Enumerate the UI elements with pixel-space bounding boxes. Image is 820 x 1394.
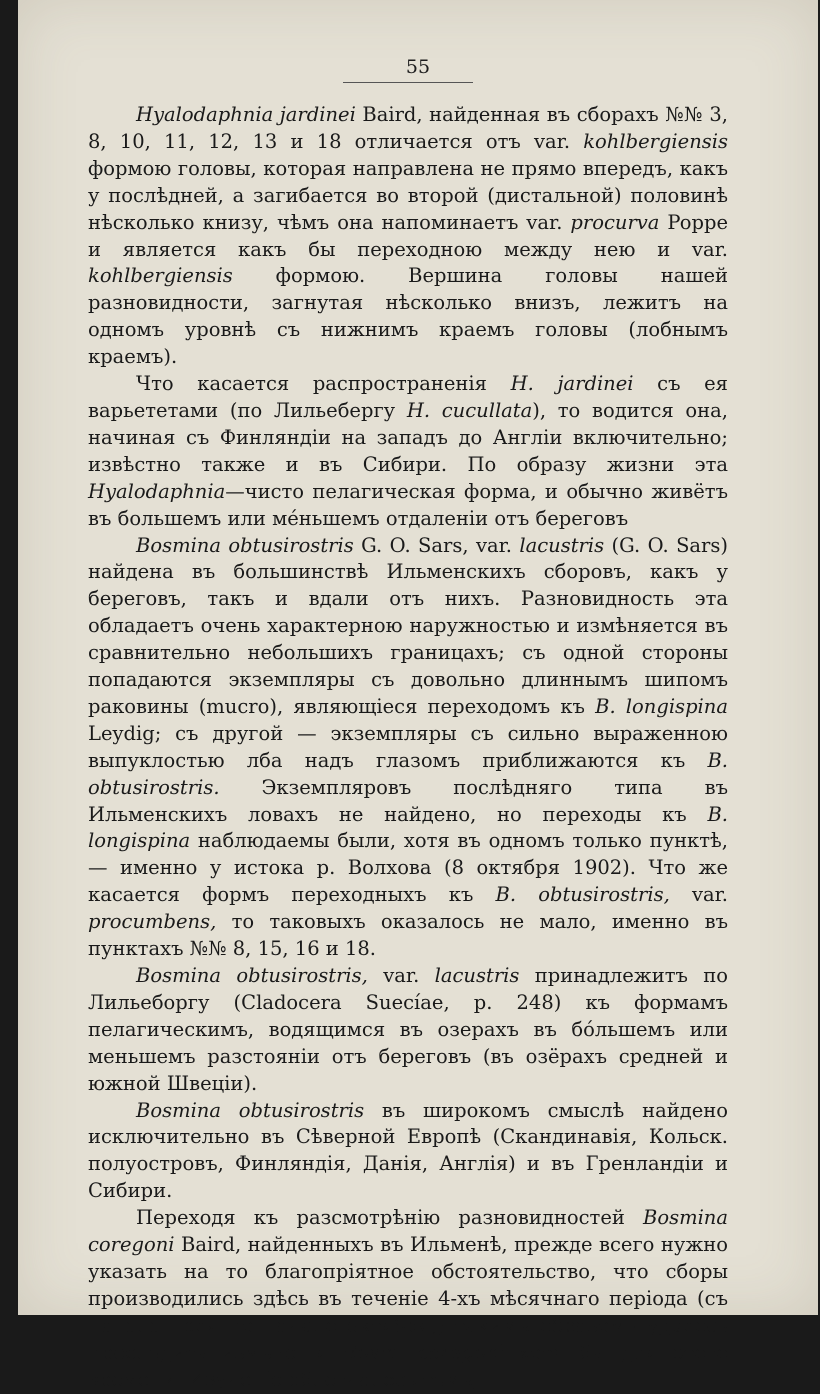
- text-run: Переходя къ разсмотрѣнію разновидностей: [136, 1206, 643, 1230]
- text-run: var.: [669, 883, 728, 907]
- book-page: [18, 0, 818, 1391]
- text-run: ), то водится она, начиная съ Финляндіи на западъ до Англіи включительно; извѣстно также и въ Сибири. По образу жизни эта: [88, 398, 728, 476]
- species-name: Hyalodaphnia jardinei: [136, 103, 356, 126]
- species-name: lacustris: [434, 964, 520, 987]
- species-name: Bosmina obtusirostris,: [136, 964, 368, 987]
- text-run: наблюдаемы были, хотя въ одномъ только пунктѣ, — именно у истока р. Волхова (8 октября 1902). Что же касается формъ переходныхъ къ: [88, 829, 728, 907]
- paragraph: [88, 963, 728, 1098]
- text-run: Экземпляровъ послѣдняго типа въ Ильменскихъ ловахъ не найдено, но переходы къ: [88, 775, 728, 826]
- paragraph: [88, 371, 728, 532]
- species-name: B. longispina: [88, 802, 728, 853]
- species-name: H. cucullata: [406, 398, 533, 422]
- species-name: Bosmina obtusirostris: [136, 533, 354, 557]
- species-name: Bosmina obtusirostris: [136, 1098, 365, 1122]
- text-run: Baird, найденныхъ въ Ильменѣ, прежде всего нужно указать на то благопріятное обстоятельство, что сборы производились здѣсь въ теченіе 4-хъ мѣсячнаго періода (съ начала іюля по начало октября); такимъ образомъ удалось прослѣдить измѣненія: [88, 1233, 728, 1364]
- text-run: въ широкомъ смыслѣ найдено исключительно въ Сѣверной Европѣ (Скандинавія, Кольск. полуостровъ, Финляндія, Данія, Англія) и въ Гренландіи и Сибири.: [88, 1098, 728, 1203]
- species-name: Bosmina coregoni: [88, 1206, 728, 1257]
- page-number-rule: [343, 82, 473, 83]
- text-run: съ ея варьететами (по Лильебергу: [88, 372, 728, 422]
- species-name: B. obtusirostris,: [495, 883, 670, 907]
- text-run: хотя бы для этого времени. Изученіе облегчалось тѣмъ,: [88, 1340, 728, 1391]
- text-run: (G. O. Sars) найдена въ большинствѣ Ильменскихъ сборовъ, какъ у береговъ, такъ и вдали отъ нихъ. Разновидность эта обладаетъ очень характерною наружностью и измѣняется въ сравнительно небольшихъ границахъ; съ одной стороны попадаются экземпляры съ довольно длиннымъ шипомъ раковины (mucro), являющіеся переходомъ къ: [88, 533, 728, 718]
- paragraph: [88, 1098, 728, 1206]
- species-name: Bosm. coregoni: [342, 1340, 505, 1364]
- species-name: kohlbergiensis: [583, 129, 728, 153]
- species-name: Hyalodaphnia: [88, 479, 226, 503]
- species-name: B. longispina: [595, 694, 728, 718]
- text-run: Leydig; съ другой — экземпляры съ сильно выраженною выпуклостью лба надъ глазомъ приближаются къ: [88, 721, 728, 772]
- species-name: procurva: [570, 210, 660, 234]
- text-run: то таковыхъ оказалось не мало, именно въ пунктахъ №№ 8, 15, 16 и 18.: [88, 910, 728, 961]
- text-run: var.: [367, 964, 435, 987]
- text-run: формою головы, которая направлена не прямо впередъ, какъ у послѣдней, а загибается во второй (дистальной) половинѣ нѣсколько книзу, чѣмъ она напоминаетъ var.: [88, 156, 728, 234]
- page-number: 55: [405, 56, 431, 78]
- text-run: Baird, найденная въ сборахъ №№ 3, 8, 10, 11, 12, 13 и 18 отличается отъ var.: [88, 103, 728, 153]
- text-run: Что касается распространенія: [136, 372, 511, 396]
- text-run: формою. Вершина головы нашей разновидности, загнутая нѣсколько внизъ, лежитъ на одномъ уровнѣ съ нижнимъ краемъ головы (лобнымъ краемъ).: [88, 264, 728, 369]
- paragraph: [88, 1205, 728, 1393]
- species-name: kohlbergiensis: [88, 264, 233, 288]
- paragraph: [88, 102, 728, 371]
- species-name: lacustris: [519, 533, 605, 557]
- species-name: B. obtusirostris.: [88, 748, 728, 799]
- text-run: —чисто пелагическая форма, и обычно живётъ въ большемъ или мéньшемъ отдаленіи отъ береговъ: [88, 479, 728, 530]
- paragraph: [88, 533, 728, 964]
- species-name: procumbens,: [88, 910, 217, 934]
- body-text: [88, 102, 728, 1394]
- text-run: принадлежитъ по Лильеборгу (Cladocera Suecíae, p. 248) къ формамъ пелагическимъ, водящимся въ озерахъ въ бóльшемъ или меньшемъ разстояніи отъ береговъ (въ озёрахъ средней и южной Швеціи).: [88, 964, 729, 1095]
- text-run: G. O. Sars, var.: [353, 533, 520, 557]
- text-run: Poppe и является какъ бы переходною между нею и var.: [88, 210, 728, 261]
- species-name: H. jardinei: [510, 372, 634, 396]
